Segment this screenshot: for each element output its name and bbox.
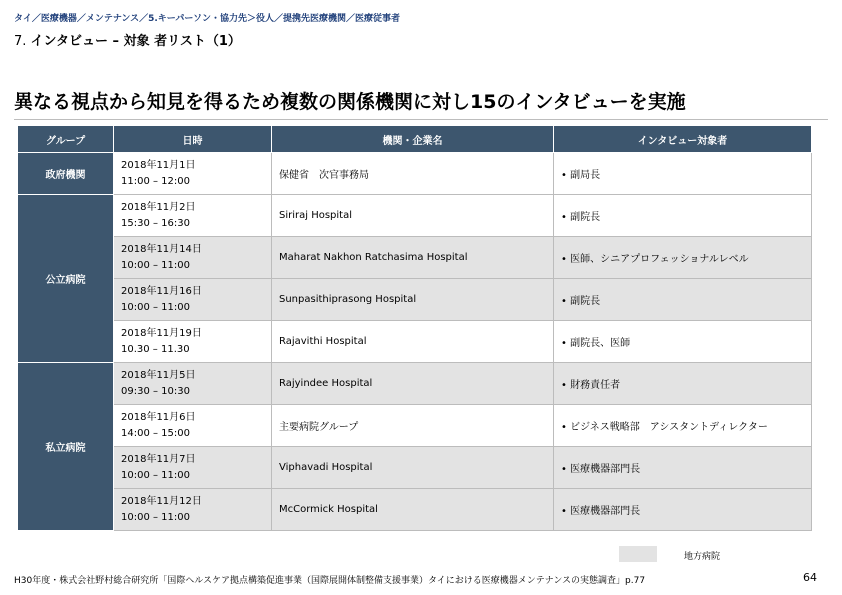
interviewee-cell xyxy=(554,237,812,279)
time-text: 11:00 – 12:00 xyxy=(121,175,190,187)
table-row xyxy=(18,405,812,447)
time-text: 10:00 – 11:00 xyxy=(121,301,190,313)
interviewee-text: • ビジネス戦略部 アシスタントディレクター xyxy=(561,422,768,433)
legend-label: 地方病院 xyxy=(684,552,721,562)
header-interviewee: インタビュー対象者 xyxy=(554,126,812,153)
interview-table xyxy=(17,125,812,531)
date-text: 2018年11月19日 xyxy=(121,327,202,339)
group-cell: 公立病院 xyxy=(18,195,114,363)
interviewee-text: • 医療機器部門長 xyxy=(561,506,640,517)
legend-swatch xyxy=(619,546,657,562)
datetime-cell xyxy=(114,405,272,447)
table-row xyxy=(18,279,812,321)
organization-cell: Siriraj Hospital xyxy=(272,195,554,237)
group-cell: 政府機関 xyxy=(18,153,114,195)
interviewee-cell xyxy=(554,321,812,363)
table-row xyxy=(18,489,812,531)
interviewee-text: • 副局長 xyxy=(561,170,600,181)
breadcrumb: タイ／医療機器／メンテナンス／5.キーパーソン・協力先＞役人／提携先医療機関／医療従事者 xyxy=(14,14,400,24)
datetime-cell xyxy=(114,153,272,195)
date-text: 2018年11月7日 xyxy=(121,453,196,465)
interviewee-cell xyxy=(554,447,812,489)
header-datetime: 日時 xyxy=(114,126,272,153)
time-text: 14:00 – 15:00 xyxy=(121,427,190,439)
time-text: 09:30 – 10:30 xyxy=(121,385,190,397)
interviewee-text: • 医師、シニアプロフェッショナルレベル xyxy=(561,254,749,265)
datetime-cell xyxy=(114,489,272,531)
organization-cell: 保健省 次官事務局 xyxy=(272,153,554,195)
interviewee-cell xyxy=(554,489,812,531)
organization-cell: McCormick Hospital xyxy=(272,489,554,531)
interviewee-text: • 副院長 xyxy=(561,212,600,223)
group-cell: 私立病院 xyxy=(18,363,114,531)
date-text: 2018年11月16日 xyxy=(121,285,202,297)
datetime-cell xyxy=(114,321,272,363)
date-text: 2018年11月6日 xyxy=(121,411,196,423)
interviewee-text: • 財務責任者 xyxy=(561,380,620,391)
table-row xyxy=(18,195,812,237)
footer-source: H30年度・株式会社野村総合研究所「国際ヘルスケア拠点構築促進事業（国際展開体制整備支援事業）タイにおける医療機器メンテナンスの実態調査」p.77 xyxy=(14,576,646,586)
interviewee-cell xyxy=(554,195,812,237)
divider xyxy=(14,119,828,120)
datetime-cell xyxy=(114,279,272,321)
section-title-text: インタビュー – 対象 者リスト（1） xyxy=(30,34,241,49)
table-row xyxy=(18,237,812,279)
table-row xyxy=(18,363,812,405)
table-header-row xyxy=(18,126,812,153)
date-text: 2018年11月5日 xyxy=(121,369,196,381)
time-text: 10:00 – 11:00 xyxy=(121,511,190,523)
time-text: 10:00 – 11:00 xyxy=(121,469,190,481)
datetime-cell xyxy=(114,195,272,237)
organization-cell: 主要病院グループ xyxy=(272,405,554,447)
header-group: グループ xyxy=(18,126,114,153)
page-number: 64 xyxy=(803,571,817,584)
page-headline: 異なる視点から知見を得るため複数の関係機関に対し15のインタビューを実施 xyxy=(14,91,686,113)
organization-cell: Rajyindee Hospital xyxy=(272,363,554,405)
table-row xyxy=(18,321,812,363)
date-text: 2018年11月1日 xyxy=(121,159,196,171)
table-row xyxy=(18,153,812,195)
organization-cell: Rajavithi Hospital xyxy=(272,321,554,363)
time-text: 10.30 – 11.30 xyxy=(121,343,190,355)
time-text: 10:00 – 11:00 xyxy=(121,259,190,271)
interviewee-cell xyxy=(554,153,812,195)
interviewee-cell xyxy=(554,405,812,447)
datetime-cell xyxy=(114,447,272,489)
table-row xyxy=(18,447,812,489)
datetime-cell xyxy=(114,237,272,279)
interviewee-text: • 医療機器部門長 xyxy=(561,464,640,475)
date-text: 2018年11月14日 xyxy=(121,243,202,255)
interviewee-cell xyxy=(554,363,812,405)
interviewee-cell xyxy=(554,279,812,321)
organization-cell: Sunpasithiprasong Hospital xyxy=(272,279,554,321)
section-title xyxy=(14,30,241,49)
organization-cell: Maharat Nakhon Ratchasima Hospital xyxy=(272,237,554,279)
datetime-cell xyxy=(114,363,272,405)
date-text: 2018年11月12日 xyxy=(121,495,202,507)
organization-cell: Viphavadi Hospital xyxy=(272,447,554,489)
header-organization: 機関・企業名 xyxy=(272,126,554,153)
date-text: 2018年11月2日 xyxy=(121,201,196,213)
section-number: 7. xyxy=(14,34,31,49)
time-text: 15:30 – 16:30 xyxy=(121,217,190,229)
interviewee-text: • 副院長 xyxy=(561,296,600,307)
interviewee-text: • 副院長、医師 xyxy=(561,338,630,349)
